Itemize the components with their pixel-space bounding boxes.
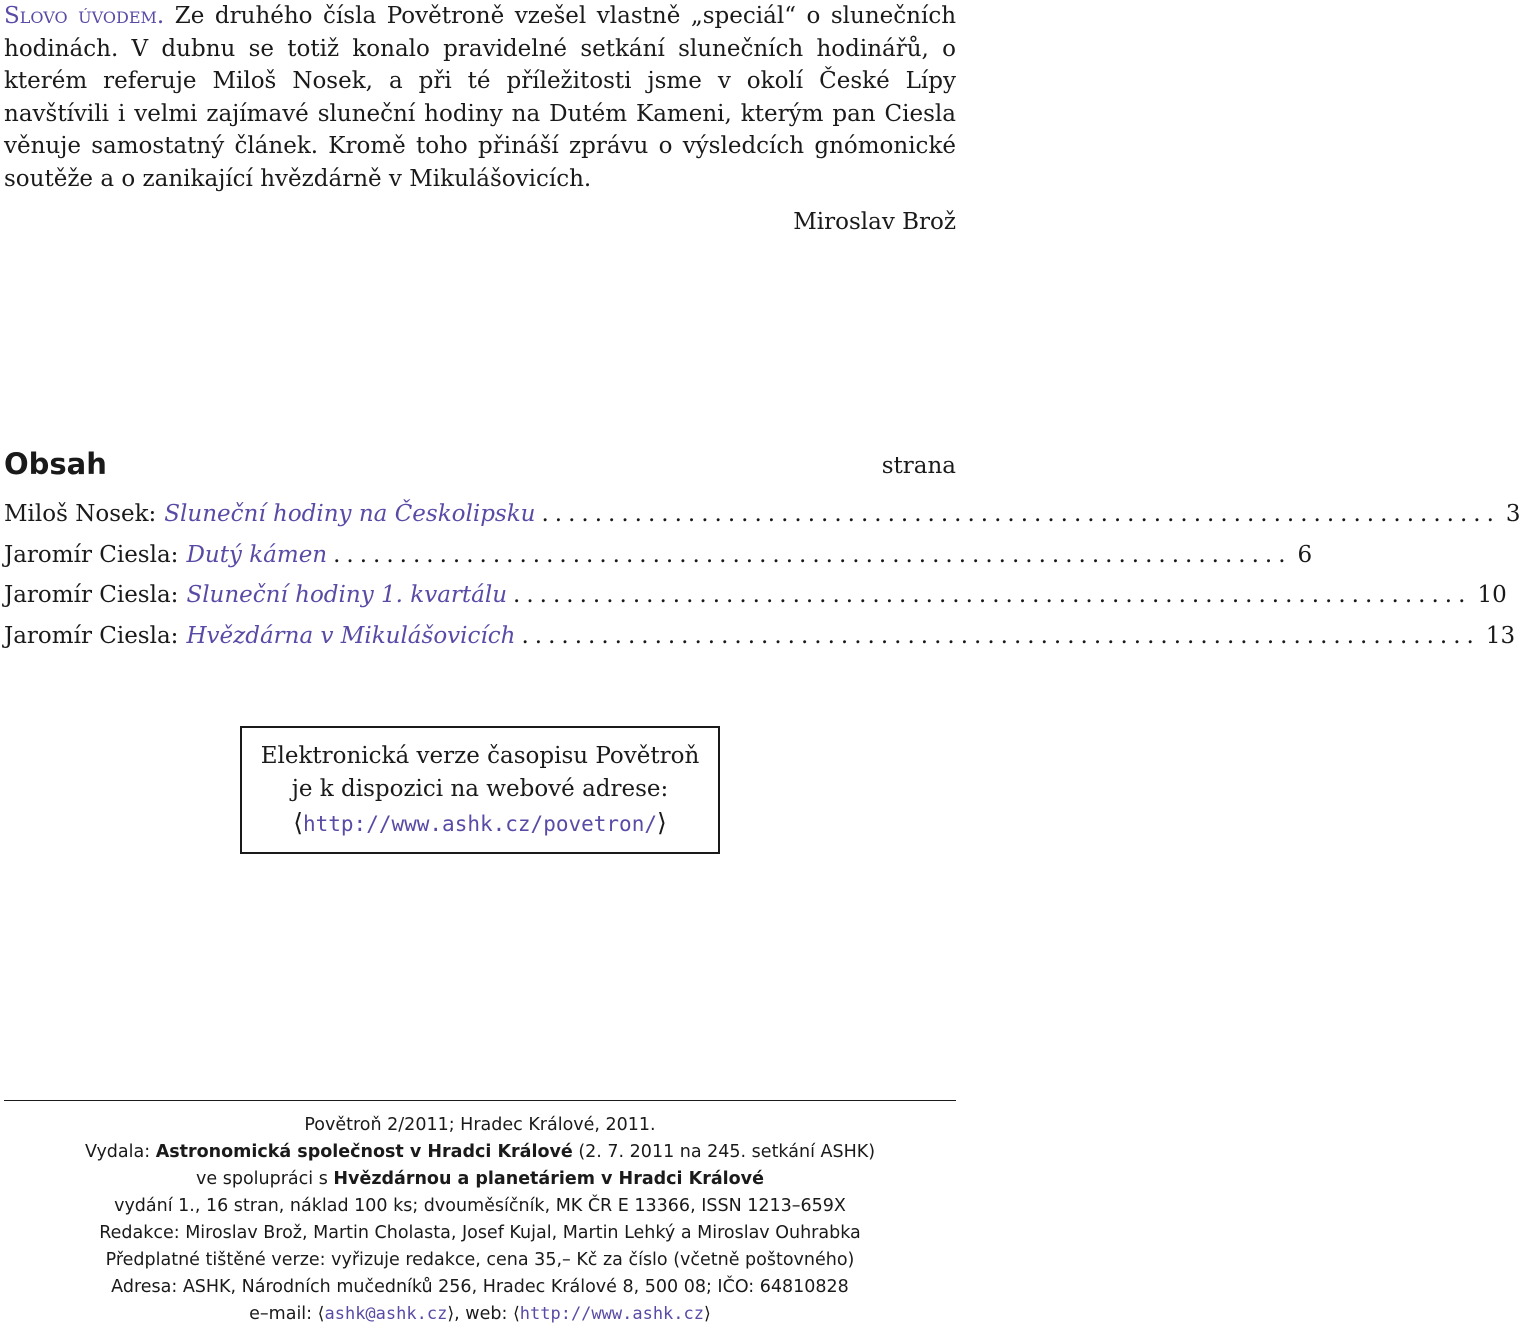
toc-entry-title[interactable]: Hvězdárna v Mikulášovicích [186,623,516,650]
email-label: e–mail: [249,1304,313,1324]
toc-entry-page: 3 [1505,501,1521,527]
right-angle-glyph: ⟩ [447,1304,455,1324]
toc-dot-leader: ........................................................................ [541,501,1500,527]
toc-entry[interactable] [4,579,1507,620]
left-angle-glyph: ⟨ [317,1304,325,1324]
intro-label: Slovo úvodem. [4,3,165,29]
left-angle-glyph: ⟨ [512,1304,520,1324]
colophon-address: Adresa: ASHK, Národních mučedníků 256, Hradec Králové 8, 500 08; IČO: 64810828 [111,1277,849,1297]
web-box-url-line [242,806,718,841]
colophon [4,1112,956,1328]
right-angle-glyph: ⟩ [704,1304,711,1324]
toc-entry[interactable] [4,539,1313,580]
toc-entry-title[interactable]: Sluneční hodiny na Českolipsku [164,501,536,527]
email-link[interactable]: ashk@ashk.cz [324,1304,448,1324]
publisher-name: Astronomická společnost v Hradci Králové [155,1142,573,1162]
publisher-prefix: Vydala: [84,1142,151,1162]
intro-paragraph [4,0,956,195]
colophon-divider [4,1100,956,1101]
toc-page-label: strana [881,453,956,479]
web-box-line1: Elektronická verze časopisu Povětroň [260,743,700,769]
toc-entry-title[interactable]: Dutý kámen [186,541,328,568]
toc-entry-author: Jaromír Ciesla: [4,541,179,568]
table-of-contents [4,498,1521,661]
toc-title: Obsah [4,447,107,481]
web-label: , web: [454,1304,508,1324]
toc-header [4,444,956,488]
toc-entry[interactable] [4,498,1521,539]
cooperation-name: Hvězdárnou a planetáriem v Hradci Králové [333,1169,764,1189]
intro-section [4,0,956,195]
colophon-edition: vydání 1., 16 stran, náklad 100 ks; dvouměsíčník, MK ČR E 13366, ISSN 1213–659X [114,1196,846,1216]
colophon-subscription: Předplatné tištěné verze: vyřizuje redakce, cena 35,– Kč za číslo (včetně poštovného) [105,1250,855,1270]
colophon-issue: Povětroň 2/2011; Hradec Králové, 2011. [304,1115,656,1135]
toc-entry-author: Jaromír Ciesla: [4,623,179,650]
toc-dot-leader: ........................................................................ [333,541,1292,568]
toc-dot-leader: ........................................................................ [513,582,1472,609]
toc-entry-author: Miloš Nosek: [4,501,157,527]
toc-entry[interactable] [4,620,1516,661]
toc-entry-author: Jaromír Ciesla: [4,582,179,609]
page [4,0,1521,1336]
colophon-cooperation-line [4,1166,956,1193]
toc-entry-page: 6 [1297,541,1313,568]
web-box-line2: je k dispozici na webové adrese: [291,776,669,802]
toc-entry-page: 10 [1477,582,1507,609]
cooperation-prefix: ve spolupráci s [196,1169,328,1189]
publisher-suffix: (2. 7. 2011 na 245. setkání ASHK) [578,1142,876,1162]
intro-signature: Miroslav Brož [793,209,956,235]
colophon-contact-line [4,1301,956,1328]
web-link[interactable]: http://www.ashk.cz [519,1304,704,1324]
toc-entry-page: 13 [1485,623,1516,650]
toc-dot-leader: ........................................................................ [521,623,1480,650]
web-version-box [240,726,720,854]
colophon-editors: Redakce: Miroslav Brož, Martin Cholasta, Josef Kujal, Martin Lehký a Miroslav Ouhrabka [99,1223,861,1243]
intro-text: Ze druhého čísla Povětroně vzešel vlastně „speciál“ o slunečních hodinách. V dubnu se totiž konalo pravidelné setkání slunečních hodinářů, o kterém referuje Miloš Nosek, a při té příležitosti jsme v okolí České Lípy navštívili i velmi zajímavé sluneční hodiny na Dutém Kameni, kterým pan Ciesla věnuje samostatný článek. Kromě toho přináší zprávu o výsledcích gnómonické soutěže a o zanikající hvězdárně v Mikulášovicích. [4,3,957,192]
web-box-url-link[interactable]: http://www.ashk.cz/povetron/ [302,812,657,836]
left-angle-glyph: ⟨ [293,808,303,837]
toc-entry-title[interactable]: Sluneční hodiny 1. kvartálu [186,582,508,609]
right-angle-glyph: ⟩ [657,808,667,837]
colophon-publisher-line [4,1139,956,1166]
